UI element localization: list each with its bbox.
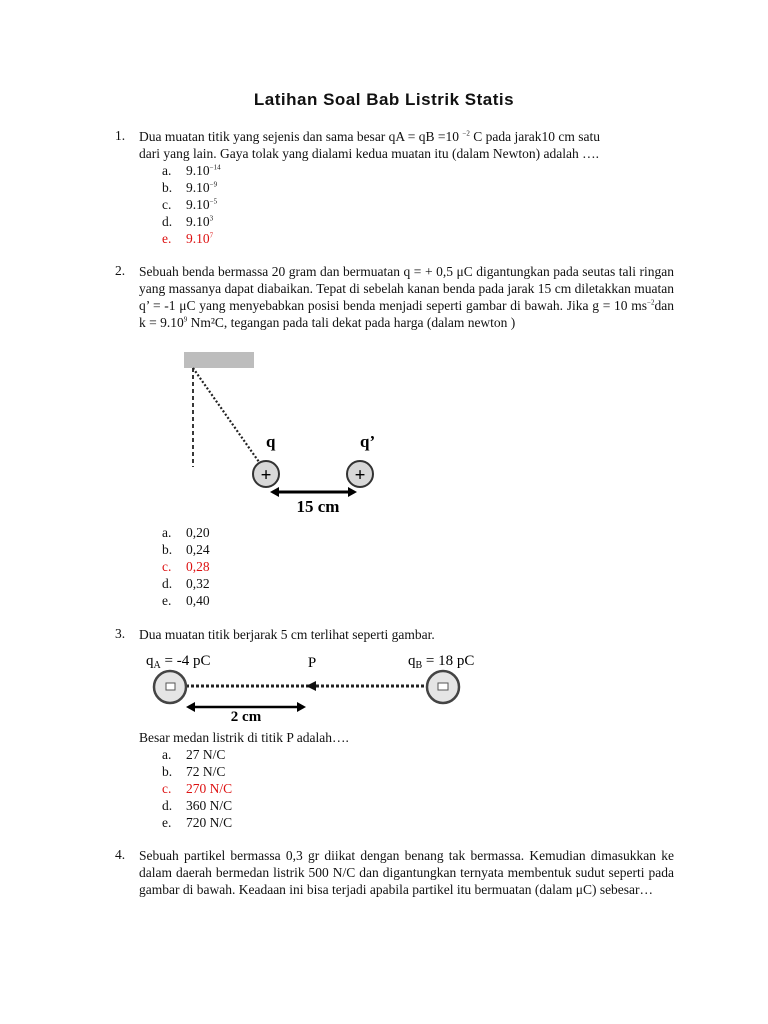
option-value: 9.10 [186, 163, 210, 178]
question-text-part: C pada jarak10 cm satu [469, 129, 600, 144]
question-prompt: Besar medan listrik di titik P adalah…. [139, 730, 349, 745]
option-label: d. [162, 214, 173, 229]
distance-label: 15 cm [296, 497, 340, 516]
charge-a-mark [166, 683, 175, 690]
option-label: d. [162, 798, 173, 813]
option-c-answer [162, 780, 232, 797]
option-value: 0,20 [186, 525, 210, 540]
option-label: a. [162, 163, 172, 178]
option-value: 0,28 [186, 559, 210, 574]
option-label: a. [162, 525, 172, 540]
exponent: −9 [209, 180, 218, 189]
question-text-part: Nm²C, tegangan pada tali dekat pada harga (dalam newton ) [187, 315, 516, 330]
option-label: e. [162, 815, 172, 830]
option-d [162, 213, 221, 230]
question-text-part: dan k = 9.10 [139, 298, 674, 330]
option-b [162, 541, 210, 558]
option-d [162, 575, 210, 592]
point-p-marker [306, 681, 316, 691]
page-title: Latihan Soal Bab Listrik Statis [253, 90, 515, 109]
charge-b-mark [438, 683, 448, 690]
option-value: 9.10 [186, 231, 210, 246]
option-label: b. [162, 542, 173, 557]
ceiling-support [184, 352, 254, 368]
exponent: −14 [209, 163, 221, 172]
option-e-answer [162, 230, 221, 247]
pendulum-figure [160, 352, 400, 522]
option-a [162, 524, 210, 541]
option-d [162, 797, 232, 814]
arrow-head-right [297, 702, 306, 712]
option-value: 0,24 [186, 542, 210, 557]
option-value: 9.10 [186, 197, 210, 212]
question-number: 2. [115, 263, 126, 278]
option-e [162, 592, 210, 609]
charge-b-label: $q_B = 18$ pC [408, 653, 475, 671]
question-text-part: dari yang lain. Gaya tolak yang dialami kedua muatan itu (dalam Newton) adalah …. [139, 146, 599, 161]
exponent: 7 [209, 231, 214, 240]
exponent: −2 [647, 298, 655, 307]
answer-options [162, 746, 232, 831]
option-e [162, 814, 232, 831]
exponent: −2 [462, 129, 470, 138]
exponent: 9 [183, 315, 188, 324]
arrow-head-left [186, 702, 195, 712]
option-label: c. [162, 781, 172, 796]
option-value: 720 N/C [186, 815, 233, 830]
option-label: c. [162, 559, 172, 574]
point-p-label: P [307, 655, 317, 671]
option-c [162, 196, 221, 213]
option-b [162, 763, 232, 780]
option-label: a. [162, 747, 172, 762]
option-a [162, 162, 221, 179]
question-number: 1. [115, 128, 126, 143]
question-number: 3. [115, 626, 126, 641]
plus-sign: + [354, 465, 366, 486]
option-label: b. [162, 764, 173, 779]
exponent: 3 [209, 214, 214, 223]
question-text-part: Sebuah benda bermassa 20 gram dan bermuatan q = + 0,5 μC digantungkan pada seutas tali ringan yang massanya dapat diabaikan. Tepat di sebelah kanan benda pada jarak 15 cm diletakkan muatan q’ = -1 μC yang menyebabkan posisi benda menjadi seperti gambar di bawah. Jika g = 10 ms [139, 264, 674, 313]
option-c-answer [162, 558, 210, 575]
arrow-head-left [270, 487, 279, 497]
option-label: e. [162, 231, 172, 246]
charge-q-label: q [266, 432, 276, 451]
option-value: 9.10 [186, 214, 210, 229]
question-text: Sebuah partikel bermassa 0,3 gr diikat dengan benang tak bermassa. Kemudian dimasukkan ke dalam daerah bermedan listrik 500 N/C dan digantungkan ternyata membentuk sudut seperti pada gambar di bawah. Keadaan ini bisa terjadi apabila partikel itu bermuatan (dalam μC) sebesar… [139, 848, 674, 897]
option-value: 9.10 [186, 180, 210, 195]
option-label: d. [162, 576, 173, 591]
option-value: 72 N/C [186, 764, 226, 779]
question-text-part: Dua muatan titik yang sejenis dan sama besar qA = qB =10 [139, 129, 463, 144]
charges-figure [140, 645, 500, 725]
option-label: c. [162, 197, 172, 212]
distance-label: 2 cm [230, 709, 262, 725]
answer-options [162, 162, 221, 247]
option-value: 360 N/C [186, 798, 233, 813]
option-value: 27 N/C [186, 747, 226, 762]
option-value: 270 N/C [186, 781, 233, 796]
arrow-head-right [348, 487, 357, 497]
question-text [139, 128, 674, 162]
question-text [139, 263, 674, 331]
option-label: e. [162, 593, 172, 608]
option-a [162, 746, 232, 763]
option-value: 0,32 [186, 576, 210, 591]
option-label: b. [162, 180, 173, 195]
answer-options [162, 524, 210, 609]
charge-q-prime-label: q’ [360, 432, 376, 451]
option-b [162, 179, 221, 196]
option-value: 0,40 [186, 593, 210, 608]
string [193, 368, 259, 462]
question-number: 4. [115, 847, 126, 862]
charge-a-label: $q_A = -4$ pC [146, 653, 211, 671]
question-text: Dua muatan titik berjarak 5 cm terlihat seperti gambar. [139, 627, 435, 642]
exponent: −5 [209, 197, 218, 206]
plus-sign: + [260, 465, 272, 486]
